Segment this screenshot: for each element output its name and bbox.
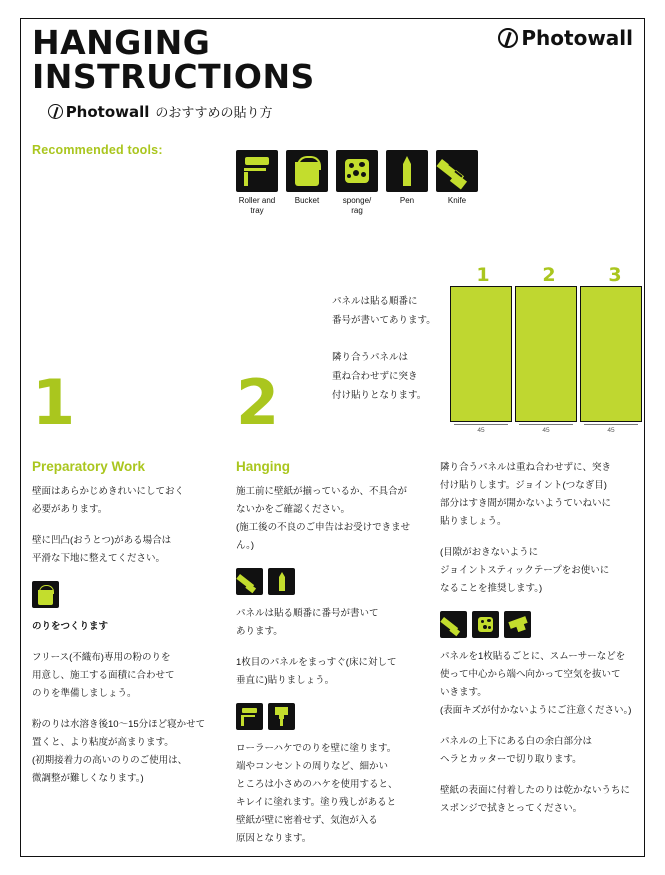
smoother-icon	[504, 611, 531, 638]
paragraph: 施工前に壁紙が揃っているか、不具合が ないかをご確認ください。 (施工後の不良のご申告はお受けできません。)	[236, 486, 411, 551]
photowall-logo-small	[48, 103, 149, 121]
tool-caption: Pen	[399, 196, 415, 205]
bucket-icon	[286, 150, 328, 192]
photowall-wordmark-header: Photowall	[521, 26, 633, 50]
panel-number: 3	[608, 264, 622, 286]
panel-width-value: 45	[477, 427, 485, 434]
panel-width-label	[515, 424, 577, 434]
pen-icon	[386, 150, 428, 192]
recommended-tools-row	[236, 150, 478, 216]
tool-caption: Bucket	[294, 196, 320, 205]
panel-2	[515, 286, 577, 422]
tool-knife	[436, 150, 478, 216]
step-1-body	[32, 483, 212, 801]
panel-width-value: 45	[542, 427, 550, 434]
paragraph: フリース(不織布)専用の粉のりを 用意し、施工する面積に合わせて のりを準備しましょう。	[32, 652, 175, 699]
paragraph: パネルを1枚貼るごとに、スムーサーなどを 使って中心から端へ向かって空気を抜いて いきます。 (表面キズが付かないようにご注意ください。)	[440, 651, 632, 716]
tool-caption: Roller and tray	[238, 196, 276, 215]
diagram-note-1: パネルは貼る順番に 番号が書いてあります。	[332, 296, 436, 326]
tool-sponge	[336, 150, 378, 216]
sponge-icon	[336, 150, 378, 192]
page-title-line2: INSTRUCTIONS	[32, 57, 315, 96]
paragraph: 1枚目のパネルをまっすぐ(床に対して 垂直に)貼りましょう。	[236, 657, 397, 686]
column-3-icon-row	[440, 611, 635, 638]
panel-width-label	[580, 424, 642, 434]
paragraph: 隣り合うパネルは重ね合わせずに、突き 付け貼りします。ジョイント(つなぎ目) 部分はすき間が開かないようていねいに 貼りましょう。	[440, 462, 612, 527]
panel-diagram	[450, 286, 642, 422]
page-title-line1: HANGING	[32, 23, 211, 62]
step-1-bold-line: のりをつくります	[32, 621, 109, 632]
subtitle-row	[48, 102, 632, 121]
tool-pen	[386, 150, 428, 216]
panel-1	[450, 286, 512, 422]
step-2-body-continued	[440, 459, 635, 831]
step-1-heading: Preparatory Work	[32, 459, 146, 474]
pen-icon	[268, 568, 295, 595]
bucket-icon	[32, 581, 59, 608]
tool-bucket	[286, 150, 328, 216]
knife-icon	[436, 150, 478, 192]
panel-width-label	[450, 424, 512, 434]
paragraph: ローラーハケでのりを壁に塗ります。 端やコンセントの周りなど、細かい ところは小さめのハケを使用すると、 キレイに塗れます。塗り残しがあると 壁紙が壁に密着せず、気泡が入る 原因となります。	[236, 743, 398, 844]
photowall-wordmark-small: Photowall	[65, 102, 150, 121]
paragraph: 壁面はあらかじめきれいにしておく 必要があります。	[32, 486, 185, 515]
tool-caption: Knife	[447, 196, 467, 205]
photowall-mark-icon-header	[498, 28, 518, 48]
step-2-number: 2	[236, 366, 280, 439]
step-1-icon-row	[32, 581, 212, 608]
panel-3	[580, 286, 642, 422]
paint-roller-icon	[236, 150, 278, 192]
photowall-logo-header	[498, 26, 633, 50]
paragraph: 壁紙の表面に付着したのりは乾かないうちに スポンジで拭きとってください。	[440, 785, 631, 814]
step-1-number: 1	[32, 366, 76, 439]
diagram-note-2: 隣り合うパネルは 重ね合わせずに突き 付け貼りとなります。	[332, 352, 427, 401]
panel-width-row	[450, 424, 642, 434]
panel-width-value: 45	[607, 427, 615, 434]
step-2-icon-row-2	[236, 703, 426, 730]
sponge-icon	[472, 611, 499, 638]
panel-number-row	[450, 264, 650, 286]
step-2-icon-row-1	[236, 568, 426, 595]
knife-icon	[440, 611, 467, 638]
subtitle-text: のおすすめの貼り方	[155, 105, 273, 120]
tool-caption: sponge/ rag	[342, 196, 372, 215]
panel-number: 2	[542, 264, 556, 286]
recommended-tools-label: Recommended tools:	[32, 143, 163, 157]
paragraph: 粉のりは水溶き後10〜15分ほど寝かせて 置くと、より粘度が高まります。 (初期接着力の高いのりのご使用は、 微調整が難しくなります。)	[32, 719, 206, 784]
step-2-body	[236, 483, 426, 861]
step-2-heading: Hanging	[236, 459, 290, 474]
paragraph: パネルは貼る順番に番号が書いて あります。	[236, 608, 379, 637]
tool-roller	[236, 150, 278, 216]
paragraph: (目隙がおきないように ジョイントスティックテープをお使いに なることを推奨します。)	[440, 547, 610, 594]
photowall-mark-icon	[48, 104, 63, 119]
knife-icon	[236, 568, 263, 595]
brush-icon	[268, 703, 295, 730]
paragraph: 壁に凹凸(おうとつ)がある場合は 平滑な下地に整えてください。	[32, 535, 172, 564]
paint-roller-icon	[236, 703, 263, 730]
panel-number: 1	[476, 264, 490, 286]
paragraph: パネルの上下にある白の余白部分は ヘラとカッターで切り取ります。	[440, 736, 593, 765]
